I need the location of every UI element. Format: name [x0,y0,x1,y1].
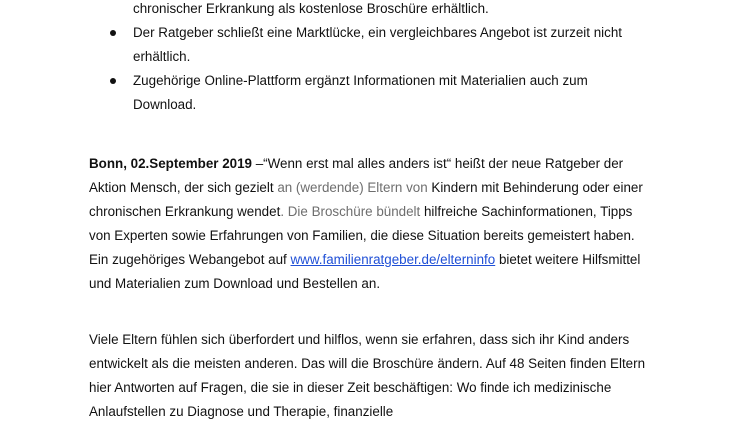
bullet-item [89,21,649,69]
lead-text: bietet weitere Hilfsmittel und Materialien zum Download und Bestellen an. [89,252,641,291]
lead-text: –“Wenn erst mal alles anders ist“ heißt der neue Ratgeber der Aktion Mensch, der sich gezielt [89,156,624,195]
bullet-item [89,69,649,117]
lead-muted-text: . Die Broschüre bündelt [280,204,421,219]
lead-paragraph [89,152,649,296]
press-release-page [89,0,649,419]
body-paragraph: Viele Eltern fühlen sich überfordert und hilflos, wenn sie erfahren, dass sich ihr Kind anders entwickelt als die meisten anderen. Das will die Broschüre ändern. Auf 48 Seiten finden Eltern hier Antworten auf Fragen, die sie in dieser Zeit beschäftigen: Wo finde ich medizinische Anlaufstellen zu Diagnose und Therapie, finanzielle [89,332,646,419]
lead-text: hilfreiche Sachinformationen, Tipps von Experten sowie Erfahrungen von Familien, die diese Situation bereits gemeistert haben. Ein zugehöriges Webangebot auf [89,204,635,267]
bullet-text: Der Ratgeber schließt eine Marktlücke, ein vergleichbares Angebot ist zurzeit nicht erhältlich. [133,25,622,64]
bullet-item [89,0,649,21]
bullet-text: chronischer Erkrankung als kostenlose Broschüre erhältlich. [133,1,489,16]
bullet-dot-icon [110,30,116,36]
bullet-list [89,0,649,117]
dateline: Bonn, 02.September 2019 [89,156,252,171]
bullet-text: Zugehörige Online-Plattform ergänzt Informationen mit Materialien auch zum Download. [133,73,588,112]
familienratgeber-link[interactable]: www.familienratgeber.de/elterninfo [290,252,496,267]
lead-text: Kindern mit Behinderung oder einer chronischen Erkrankung wendet [89,180,643,219]
bullet-dot-icon [110,78,116,84]
lead-muted-text: an (werdende) Eltern von [277,180,428,195]
